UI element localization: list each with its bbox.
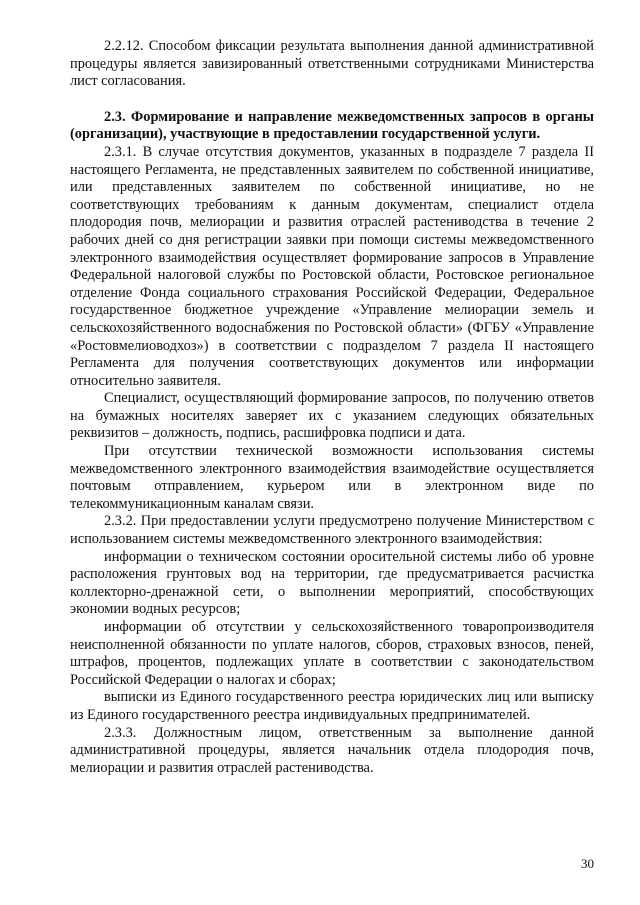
paragraph-info-irrigation: информации о техническом состоянии оросительной системы либо об уровне расположения грунтовых вод на территории, где предусматривается расчистка коллекторно-дренажной сети, о выполнении мероприятий, способствующих экономии водных ресурсов;	[70, 548, 594, 618]
paragraph-specialist: Специалист, осуществляющий формирование запросов, по получению ответов на бумажных носителях заверяет их с указанием следующих обязательных реквизитов – должность, подпись, расшифровка подписи и дата.	[70, 390, 594, 442]
paragraph-2-3-2: 2.3.2. При предоставлении услуги предусмотрено получение Министерством с использованием системы межведомственного электронного взаимодействия:	[70, 513, 594, 548]
section-heading-2-3: 2.3. Формирование и направление межведомственных запросов в органы (организации), участвующие в предоставлении государственной услуги.	[70, 108, 594, 143]
paragraph-no-tech-possibility: При отсутствии технической возможности использования системы межведомственного электронного взаимодействия взаимодействие осуществляется почтовым отправлением, курьером или в электронном виде по телекоммуникационным каналам связи.	[70, 443, 594, 512]
paragraph-2-3-1: 2.3.1. В случае отсутствия документов, указанных в подразделе 7 раздела II настоящего Регламента, не представленных заявителем по собственной инициативе, или представленных заявителем по собственной инициативе, но не соответствующих требованиям к данным документам, специалист отдела плодородия почв, мелиорации и развития отраслей растениводства в течение 2 рабочих дней со дня регистрации заявки при помощи системы межведомственного электронного взаимодействия осуществляет формирование запросов в Управление Федеральной налоговой службы по Ростовской области, Ростовское региональное отделение Фонда социального страхования Российской Федерации, Федеральное государственное бюджетное учреждение «Управление мелиорации земель и сельскохозяйственного водоснабжения по Ростовской области» (ФГБУ «Управление «Ростовмелиоводхоз») в соответствии с подразделом 7 раздела II настоящего Регламента для получения соответствующих документов или информации относительно заявителя.	[70, 143, 594, 389]
document-page	[70, 38, 594, 777]
paragraph-info-taxes: информации об отсутствии у сельскохозяйственного товаропроизводителя неисполненной обязанности по уплате налогов, сборов, страховых взносов, пеней, штрафов, процентов, подлежащих уплате в соответствии с законодательством Российской Федерации о налогах и сборах;	[70, 619, 594, 688]
paragraph-2-3-3: 2.3.3. Должностным лицом, ответственным за выполнение данной административной процедуры, является начальник отдела плодородия почв, мелиорации и развития отраслей растениводства.	[70, 724, 594, 776]
page-number: 30	[581, 856, 594, 871]
paragraph-registry-extracts: выписки из Единого государственного реестра юридических лиц или выписку из Единого государственного реестра индивидуальных предпринимателей.	[70, 689, 594, 723]
paragraph-2-2-12: 2.2.12. Способом фиксации результата выполнения данной административной процедуры является завизированный ответственными сотрудниками Министерства лист согласования.	[70, 38, 594, 90]
